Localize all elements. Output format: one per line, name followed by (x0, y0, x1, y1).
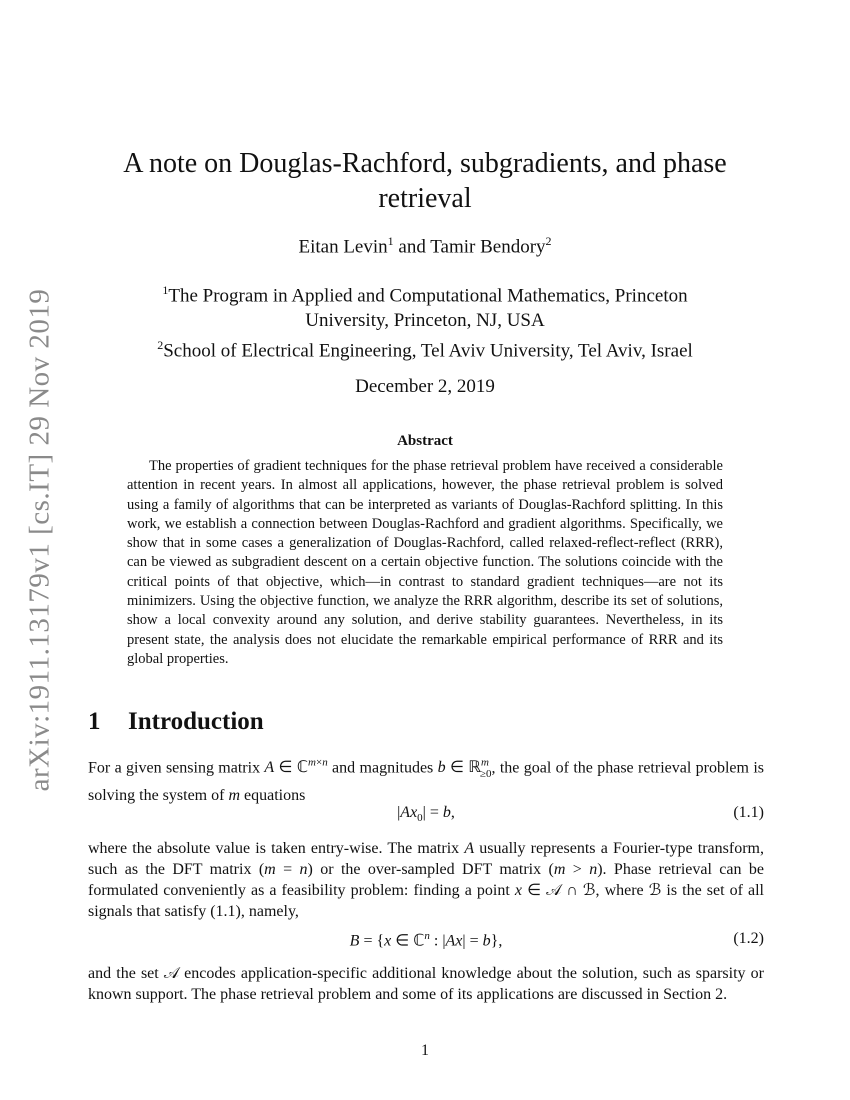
affiliation-mark: 1 (162, 283, 169, 297)
abstract-heading: Abstract (397, 433, 453, 449)
math-m-eq-n: m = n (264, 861, 308, 878)
title-line-2: retrieval (378, 183, 472, 214)
equation-1-1 (88, 804, 764, 826)
publication-date: December 2, 2019 (355, 376, 495, 397)
intro-paragraph-2 (88, 838, 764, 922)
paragraph-text: and the set (88, 965, 164, 982)
paragraph-text: where the absolute value is taken entry-wise. The matrix (88, 840, 465, 857)
math-set-B: ℬ (648, 882, 662, 899)
affiliation-mark: 2 (545, 234, 552, 248)
title-line-1: A note on Douglas-Rachford, subgradients, and phase (123, 148, 727, 179)
section-heading (88, 708, 264, 736)
intro-paragraph-1 (88, 753, 764, 806)
arxiv-identifier-stamp: arXiv:1911.13179v1 [cs.IT] 29 Nov 2019 (23, 288, 56, 792)
equation-1-2 (88, 930, 764, 952)
affiliation-1 (100, 278, 750, 308)
affiliation-2 (100, 333, 750, 363)
math-set-A: 𝒜 (163, 965, 180, 982)
math-sensing-matrix: A ∈ ℂ$^{m\times n}$ (264, 757, 328, 777)
paragraph-text: For a given sensing matrix (88, 759, 265, 777)
equation-expression: $|Ax_0| = b$, (397, 804, 455, 825)
affiliation-mark: 1 (387, 234, 394, 248)
abstract-text: The properties of gradient techniques for the phase retrieval problem have received a considerable attention in recent years. In almost all applications, however, the phase retrieval problem is solved using a family of algorithms that can be interpreted as variants of Douglas-Rachford splitting. In this work, we establish a connection between Douglas-Rachford and gradient algorithms. Specifically, we show that in some cases a generalization of Douglas-Rachford, called relaxed-reflect-reflect (RRR), can be viewed as subgradient descent on a certain objective function. The solutions coincide with the critical points of that objective, which—in contrast to standard gradient techniques—are not its minimizers. Using the objective function, we analyze the RRR algorithm, describe its set of solutions, show a local convexity around any solution, and derive stability guarantees. Nevertheless, in its present state, the analysis does not elucidate the remarkable empirical performance of RRR and its global properties. (127, 458, 723, 667)
author-list (100, 234, 750, 258)
paragraph-text: ). Phase retrieval can be formulated conveniently as a feasibility problem: finding a point (88, 861, 765, 899)
author-name: Tamir Bendory (430, 236, 546, 258)
affiliation-mark: 2 (157, 338, 164, 353)
math-A: A (464, 840, 475, 857)
section-number: 1 (88, 708, 101, 735)
equation-number: (1.2) (733, 930, 764, 947)
author-joiner: and (393, 236, 431, 258)
affiliations (100, 278, 750, 364)
page-number: 1 (421, 1042, 429, 1059)
math-feasible-point: x ∈ 𝒜 ∩ ℬ (514, 882, 596, 899)
paper-title (100, 146, 750, 216)
affiliation-text: The Program in Applied and Computational Mathematics, Princeton (168, 285, 688, 307)
paragraph-text: is the set of all signals that satisfy (1.1), namely, (88, 882, 764, 920)
math-m: m (228, 786, 240, 804)
paragraph-text: and magnitudes (327, 759, 438, 777)
math-m-gt-n: m > n (553, 861, 598, 878)
paragraph-text: ) or the over-sampled DFT matrix ( (307, 861, 554, 878)
paragraph-text: , where (595, 882, 649, 899)
paragraph-text: equations (240, 786, 306, 804)
paragraph-text: encodes application-specific additional knowledge about the solution, such as sparsity or known support. The phase retrieval problem and some of its applications are discussed in Section 2. (88, 965, 765, 1003)
affiliation-text: School of Electrical Engineering, Tel Aviv University, Tel Aviv, Israel (163, 340, 693, 362)
paragraph-text: , the goal of the phase retrieval problem is solving the system of (88, 759, 765, 804)
equation-number: (1.1) (733, 804, 764, 821)
author-name: Eitan Levin (298, 236, 388, 258)
intro-paragraph-3 (88, 963, 764, 1005)
section-title: Introduction (128, 708, 264, 735)
paragraph-text: usually represents a Fourier-type transform, such as the DFT matrix ( (88, 840, 764, 878)
equation-expression: B = {x ∈ ℂ$^n$ : |Ax| = b}, (349, 930, 503, 950)
affiliation-1-continued: University, Princeton, NJ, USA (305, 310, 545, 332)
math-magnitudes: b ∈ ℝ$^m_{\ge 0}$ (437, 757, 492, 780)
